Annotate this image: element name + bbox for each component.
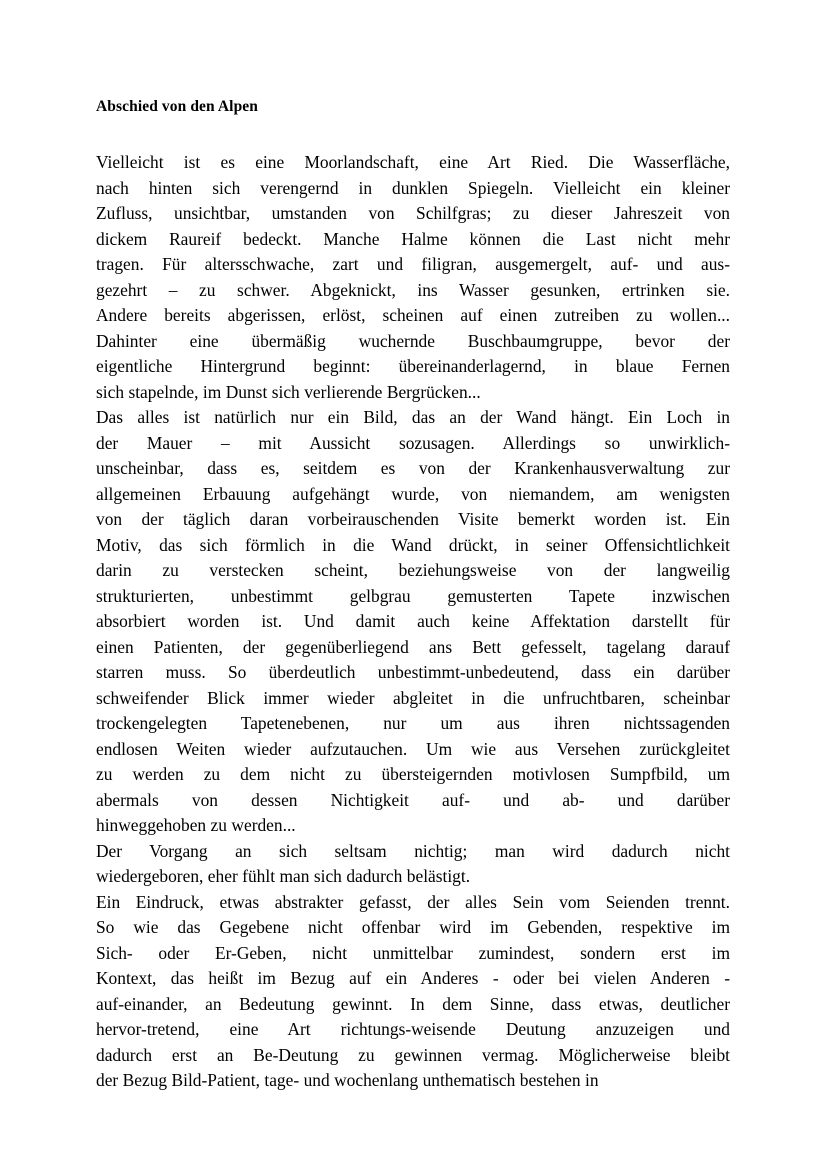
text-line: nach hinten sich verengernd in dunklen Spiegeln. Vielleicht ein kleiner [96, 177, 730, 198]
text-line: darin zu verstecken scheint, beziehungsweise von der langweilig [96, 560, 730, 580]
text-line: wiedergeboren, eher fühlt man sich dadurch belästigt. [96, 866, 471, 886]
text-line: Motiv, das sich förmlich in die Wand drückt, in seiner Offensichtlichkeit [96, 534, 730, 555]
paragraph [96, 405, 730, 839]
text-line: dickem Raureif bedeckt. Manche Halme können die Last nicht mehr [96, 228, 730, 249]
paragraph [96, 890, 730, 1094]
paragraph [96, 150, 730, 405]
text-line: endlosen Weiten wieder aufzutauchen. Um wie aus Versehen zurückgleitet [96, 738, 730, 759]
text-line: Vielleicht ist es eine Moorlandschaft, eine Art Ried. Die Wasserfläche, [96, 152, 730, 172]
text-line: auf-einander, an Bedeutung gewinnt. In dem Sinne, dass etwas, deutlicher [96, 993, 730, 1014]
page-title: Abschied von den Alpen [96, 98, 258, 115]
text-line: Der Vorgang an sich seltsam nichtig; man wird dadurch nicht [96, 840, 730, 861]
text-line: gezehrt – zu schwer. Abgeknickt, ins Wasser gesunken, ertrinken sie. [96, 279, 730, 300]
text-line: Das alles ist natürlich nur ein Bild, das an der Wand hängt. Ein Loch in [96, 407, 730, 427]
text-line: sich stapelnde, im Dunst sich verlierende Bergrücken... [96, 381, 481, 402]
text-line: abermals von dessen Nichtigkeit auf- und ab- und darüber [96, 789, 730, 810]
text-line: Ein Eindruck, etwas abstrakter gefasst, der alles Sein vom Seienden trennt. [96, 891, 730, 912]
paragraph [96, 839, 730, 890]
text-column [96, 96, 730, 1094]
text-line: Zufluss, unsichtbar, umstanden von Schilfgras; zu dieser Jahreszeit von [96, 203, 730, 223]
text-line: hinweggehoben zu werden... [96, 815, 296, 835]
text-line: Kontext, das heißt im Bezug auf ein Anderes - oder bei vielen Anderen - [96, 968, 730, 988]
text-line: Dahinter eine übermäßig wuchernde Buschbaumgruppe, bevor der [96, 330, 730, 351]
text-line: absorbiert worden ist. Und damit auch keine Affektation darstellt für [96, 611, 730, 631]
text-line: So wie das Gegebene nicht offenbar wird im Gebenden, respektive im [96, 917, 730, 937]
text-line: strukturierten, unbestimmt gelbgrau gemusterten Tapete inzwischen [96, 585, 730, 606]
text-line: trockengelegten Tapetenebenen, nur um aus ihren nichtssagenden [96, 713, 730, 733]
text-line: Andere bereits abgerissen, erlöst, scheinen auf einen zutreiben zu wollen... [96, 305, 730, 325]
text-line: eigentliche Hintergrund beginnt: übereinanderlagernd, in blaue Fernen [96, 356, 730, 376]
text-line: von der täglich daran vorbeirauschenden Visite bemerkt worden ist. Ein [96, 509, 730, 529]
text-line: starren muss. So überdeutlich unbestimmt-unbedeutend, dass ein darüber [96, 662, 730, 682]
text-line: zu werden zu dem nicht zu übersteigernden motivlosen Sumpfbild, um [96, 764, 730, 784]
text-line: schweifender Blick immer wieder abgleitet in die unfruchtbaren, scheinbar [96, 687, 730, 708]
text-line: dadurch erst an Be-Deutung zu gewinnen vermag. Möglicherweise bleibt [96, 1044, 730, 1065]
text-line: allgemeinen Erbauung aufgehängt wurde, von niemandem, am wenigsten [96, 483, 730, 504]
text-line: der Bezug Bild-Patient, tage- und wochenlang unthematisch bestehen in [96, 1070, 599, 1090]
text-line: tragen. Für altersschwache, zart und filigran, ausgemergelt, auf- und aus- [96, 254, 730, 274]
text-line: hervor-tretend, eine Art richtungs-weisende Deutung anzuzeigen und [96, 1019, 730, 1039]
text-line: Sich- oder Er-Geben, nicht unmittelbar zumindest, sondern erst im [96, 942, 730, 963]
text-line: einen Patienten, der gegenüberliegend ans Bett gefesselt, tagelang darauf [96, 636, 730, 657]
text-line: unscheinbar, dass es, seitdem es von der Krankenhausverwaltung zur [96, 458, 730, 478]
text-line: der Mauer – mit Aussicht sozusagen. Allerdings so unwirklich- [96, 432, 730, 453]
